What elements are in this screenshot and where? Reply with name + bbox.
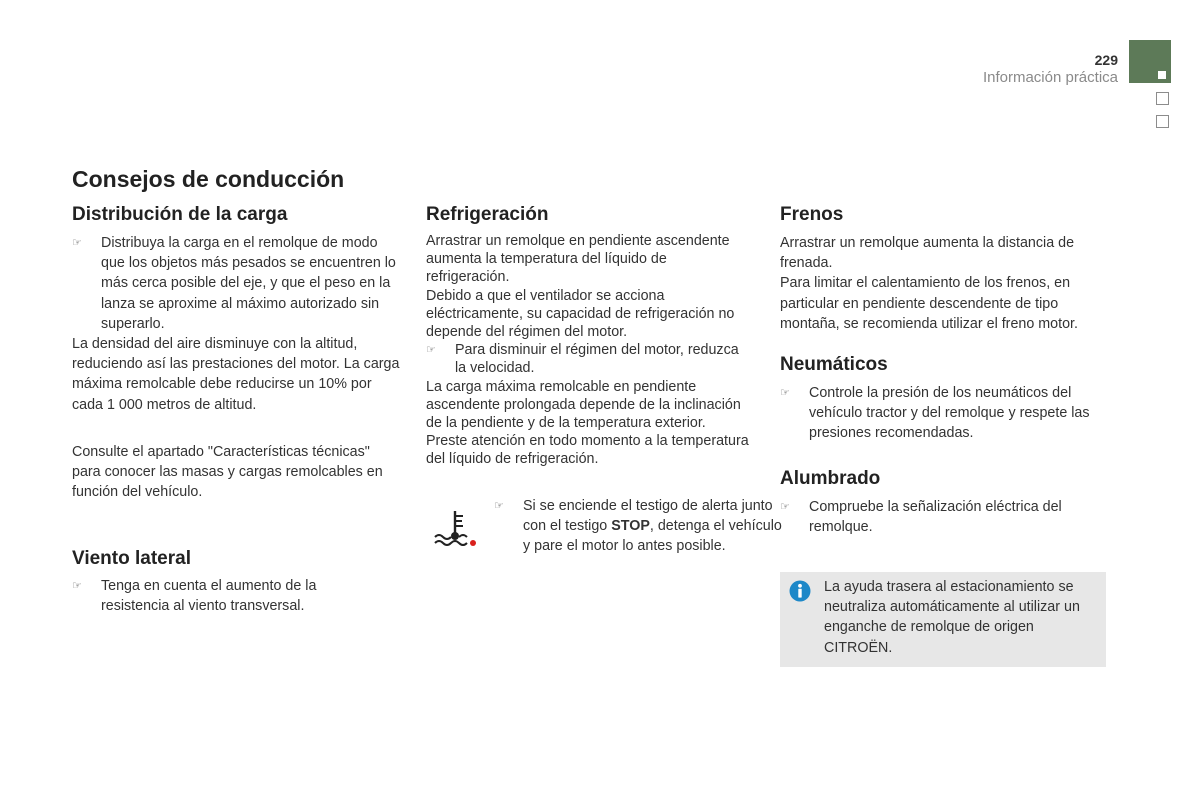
warning-text-post: , detenga el vehículo y pare el motor lo antes posible. xyxy=(523,518,782,555)
section-alumbrado xyxy=(780,467,1110,537)
page-title: Consejos de conducción xyxy=(72,166,345,192)
heading-distribucion: Distribución de la carga xyxy=(72,204,288,225)
bullet-alumbrado xyxy=(780,497,1110,537)
section-refrigeracion xyxy=(426,203,752,469)
bullet-text: Controle la presión de los neumáticos del vehículo tractor y del remolque y respete las presiones recomendadas. xyxy=(809,385,1090,442)
paragraph-frenos-1: Arrastrar un remolque aumenta la distancia de frenada. xyxy=(780,235,1075,272)
section-frenos xyxy=(780,203,1110,334)
pointing-hand-icon: ☞ xyxy=(72,580,82,592)
paragraph-refrig-4: Preste atención en todo momento a la temperatura del líquido de refrigeración. xyxy=(426,433,749,468)
bullet-refrigeracion xyxy=(426,341,752,377)
chapter-tab-dot xyxy=(1158,71,1166,79)
chapter-tab-box-2 xyxy=(1156,115,1169,128)
chapter-tab-box-1 xyxy=(1156,92,1169,105)
pointing-hand-icon: ☞ xyxy=(494,500,504,512)
pointing-hand-icon: ☞ xyxy=(72,237,82,249)
pointing-hand-icon: ☞ xyxy=(780,501,790,513)
pointing-hand-icon: ☞ xyxy=(780,387,790,399)
section-neumaticos xyxy=(780,353,1110,444)
heading-alumbrado: Alumbrado xyxy=(780,468,881,489)
paragraph-refrig-2: Debido a que el ventilador se acciona eléctricamente, su capacidad de refrigeración no depende del régimen del motor. xyxy=(426,287,735,341)
paragraph-consulte: Consulte el apartado "Características técnicas" para conocer las masas y cargas remolcables en función del vehículo. xyxy=(72,443,383,501)
heading-neumaticos: Neumáticos xyxy=(780,354,888,375)
bullet-text: Distribuya la carga en el remolque de modo que los objetos más pesados se encuentren lo más cerca posible del eje, y que el peso en la lanza se aproxime al máximo autorizado sin superarlo. xyxy=(101,235,396,332)
heading-refrigeracion: Refrigeración xyxy=(426,204,549,225)
info-box xyxy=(780,572,1106,667)
chapter-tab xyxy=(1129,40,1171,83)
heading-viento: Viento lateral xyxy=(72,548,191,569)
section-viento xyxy=(72,547,372,616)
warning-text-pre: Si se enciende el testigo de alerta junto con el testigo xyxy=(523,498,773,535)
bullet-text: Tenga en cuenta el aumento de la resistencia al viento transversal. xyxy=(101,578,317,615)
info-icon xyxy=(789,580,811,602)
paragraph-frenos-2: Para limitar el calentamiento de los frenos, en particular en pendiente descendente de tipo montaña, se recomienda utilizar el freno motor. xyxy=(780,275,1079,332)
bullet-neumaticos xyxy=(780,383,1110,444)
info-text: La ayuda trasera al estacionamiento se neutraliza automáticamente al utilizar un enganche de remolque de origen CITROËN. xyxy=(824,579,1080,656)
pointing-hand-icon: ☞ xyxy=(426,344,436,357)
paragraph-altitud: La densidad del aire disminuye con la altitud, reduciendo así las prestaciones del motor. La carga máxima remolcable debe reducirse un 10% por cada 1 000 metros de altitud. xyxy=(72,336,400,413)
bullet-text: Para disminuir el régimen del motor, reduzca la velocidad. xyxy=(455,342,739,377)
coolant-temperature-warning-icon xyxy=(432,508,478,548)
warning-bullet xyxy=(494,496,783,557)
paragraph-refrig-1: Arrastrar un remolque en pendiente ascendente aumenta la temperatura del líquido de refrigeración. xyxy=(426,233,730,286)
page-number: 229 xyxy=(1094,52,1118,68)
stop-label: STOP xyxy=(611,518,650,535)
bullet-viento xyxy=(72,576,372,616)
bullet-text: Compruebe la señalización eléctrica del remolque. xyxy=(809,499,1062,536)
section-label: Información práctica xyxy=(982,69,1118,86)
heading-frenos: Frenos xyxy=(780,204,844,225)
section-distribucion xyxy=(72,203,402,502)
paragraph-refrig-3: La carga máxima remolcable en pendiente ascendente prolongada depende de la inclinación de la pendiente y de la temperatura exterior. xyxy=(426,378,741,432)
bullet-distribucion xyxy=(72,233,402,334)
